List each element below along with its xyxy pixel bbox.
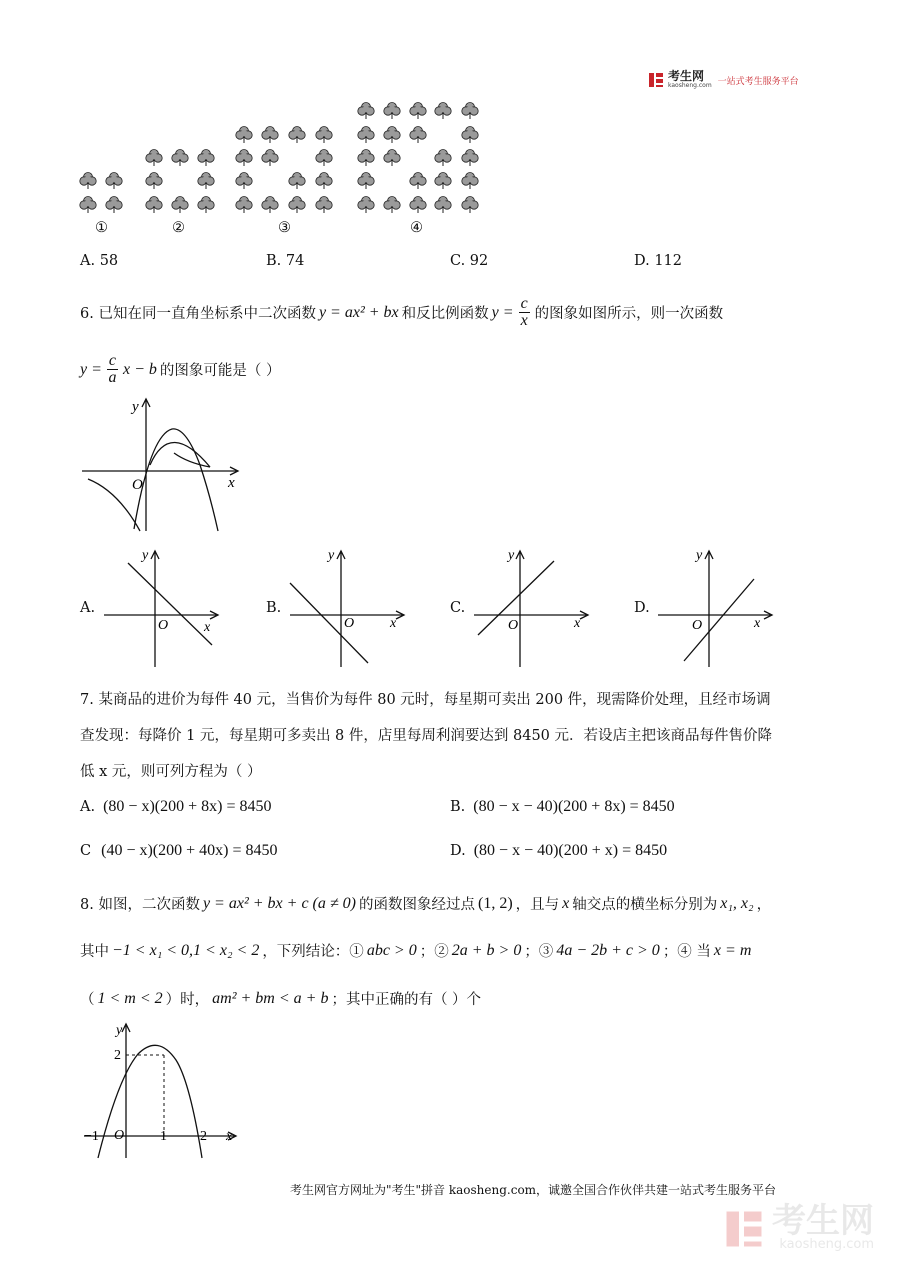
q6-choice-a-letter[interactable]: A. <box>80 600 96 616</box>
q5-figure-label: ④ <box>410 220 423 236</box>
q6-choice-b-graph[interactable] <box>286 545 411 670</box>
q5-figure-label: ① <box>95 220 108 236</box>
graph-origin: O <box>692 618 703 633</box>
q6-main-origin: O <box>132 477 143 493</box>
graph-x-label: x <box>754 616 761 631</box>
q5-option-c[interactable]: C. 92 <box>450 253 489 269</box>
q7-option-c[interactable]: C (40 − x)(200 + 40x) = 8450 <box>80 842 278 859</box>
q8-stem-line3: （ 1 < m < 2 ）时， am² + bm < a + b ；其中正确的有（ ）个 <box>80 989 482 1008</box>
logo-slogan: 一站式考生服务平台 <box>717 76 799 87</box>
logo-name: 考生网 <box>668 69 705 83</box>
q8-x-tick-neg1: −1 <box>84 1129 99 1144</box>
q5-option-b[interactable]: B. 74 <box>266 253 305 269</box>
q6-choice-d-letter[interactable]: D. <box>634 600 650 616</box>
graph-origin: O <box>508 618 519 633</box>
logo-domain: kaosheng.com <box>668 82 712 89</box>
q6-main-graph <box>78 395 248 535</box>
q7-stem-line1: 7. 某商品的进价为每件 40 元，当售价为每件 80 元时，每星期可卖出 200 件，现需降价处理，且经市场调 <box>80 692 771 708</box>
q6-choice-c-letter[interactable]: C. <box>450 600 466 616</box>
graph-y-label: y <box>328 548 335 563</box>
q6-choice-b-letter[interactable]: B. <box>266 600 282 616</box>
q6-choice-a-graph[interactable] <box>100 545 225 670</box>
header-logo <box>648 71 799 89</box>
q8-x-label: x <box>226 1129 233 1144</box>
watermark <box>724 1201 874 1252</box>
q5-figure-label: ③ <box>278 220 291 236</box>
q6-main-x-label: x <box>228 475 235 491</box>
q8-y-label: y <box>116 1023 123 1038</box>
q7-option-d[interactable]: D. (80 − x − 40)(200 + x) = 8450 <box>450 842 668 859</box>
q7-stem-line3: 低 x 元，则可列方程为（ ） <box>80 764 262 780</box>
q6-choice-c-graph[interactable] <box>470 545 595 670</box>
q8-origin: O <box>114 1128 125 1143</box>
q5-figure-label: ② <box>172 220 185 236</box>
q8-x-tick-2: 2 <box>200 1129 207 1144</box>
q7-stem-line2: 查发现：每降价 1 元，每星期可多卖出 8 件，店里每周利润要达到 8450 元．若设店主把该商品每件售价降 <box>80 728 773 744</box>
watermark-logo-icon <box>724 1209 764 1249</box>
q8-stem-line1: 8. 如图，二次函数 y = ax² + bx + c (a ≠ 0) 的函数图象经过点 (1, 2) ，且与 x 轴交点的横坐标分别为 x₁, x₂ ， <box>80 894 772 913</box>
graph-x-label: x <box>204 620 211 635</box>
q6-stem-line1: 6. 已知在同一直角坐标系中二次函数 y = ax² + bx 和反比例函数 y = $\frac{c}{x}$ 的图象如图所示，则一次函数 <box>80 295 724 329</box>
q6-choice-d-graph[interactable] <box>654 545 779 670</box>
graph-y-label: y <box>508 548 515 563</box>
q8-x-tick-1: 1 <box>160 1129 167 1144</box>
q8-stem-line2: 其中 −1 < x₁ < 0,1 < x₂ < 2 ，下列结论：① abc > 0 ；② 2a + b > 0 ；③ 4a − 2b + c > 0 ；④ 当 x = m <box>80 941 752 960</box>
q7-option-a[interactable]: A. (80 − x)(200 + 8x) = 8450 <box>80 798 272 815</box>
q7-option-b[interactable]: B. (80 − x − 40)(200 + 8x) = 8450 <box>450 798 675 815</box>
watermark-name: 考生网 <box>772 1201 874 1241</box>
graph-y-label: y <box>696 548 703 563</box>
watermark-domain: kaosheng.com <box>779 1237 874 1252</box>
q5-option-a[interactable]: A. 58 <box>80 253 119 269</box>
graph-origin: O <box>344 616 355 631</box>
graph-y-label: y <box>142 548 149 563</box>
footer-text: 考生网官方网址为"考生"拼音 kaosheng.com，诚邀全国合作伙伴共建一站式考生服务平台 <box>290 1183 777 1197</box>
q6-stem-line2: y = $\frac{c}{a}$ x − b 的图象可能是（ ） <box>80 352 281 386</box>
graph-x-label: x <box>574 616 581 631</box>
logo-icon <box>648 72 664 88</box>
graph-x-label: x <box>390 616 397 631</box>
q6-main-y-label: y <box>132 399 139 415</box>
q8-parabola-graph <box>78 1018 248 1163</box>
graph-origin: O <box>158 618 169 633</box>
q5-option-d[interactable]: D. 112 <box>634 253 683 269</box>
q8-y-tick-2: 2 <box>114 1048 121 1063</box>
